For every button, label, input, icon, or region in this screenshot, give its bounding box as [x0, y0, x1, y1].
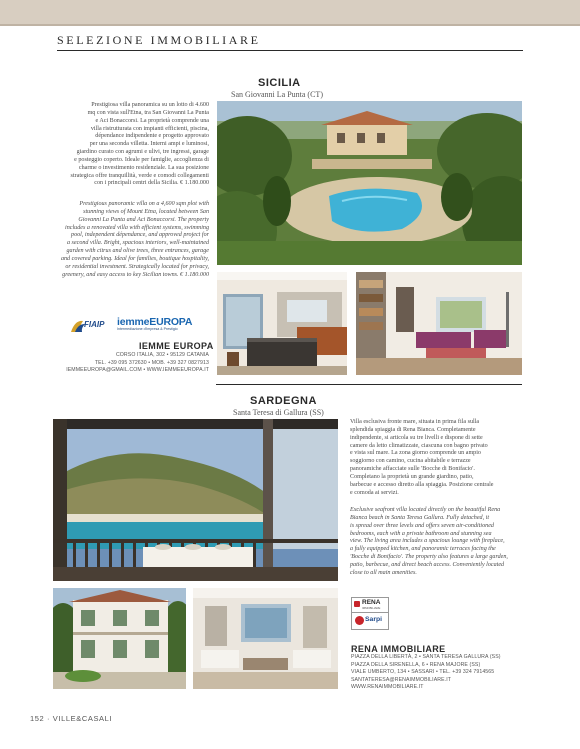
- sardegna-english-text: Exclusive seafront villa located directly on the beautiful Rena Bianca beach in Santa Teresa Gallura. Fully detached, it is spread over three levels and offers seven air-conditioned bedrooms, each with a private bathroom and stunning sea view. The living area includes a spacious lounge with fireplace, a fully equipped kitchen, and panoramic terraces facing the 'Bocche di Bonifacio'. The property also features a large garden, patio, barbecue, and direct beach access. Conveniently located close to all main amenities.: [350, 507, 508, 576]
- sicilia-italian-text: Prestigiosa villa panoramica su un lotto di 4.600 mq con vista sull'Etna, tra San Giovanni La Punta e Aci Bonaccorsi. La proprietà comprende una villa ristrutturata con impianti efficienti, piscina, dépendance indipendente e progetto approvato per una seconda villetta. Interni ampi e luminosi, giardino curato con agrumi e ulivi, tre ingressi, garage e posteggio coperto. Ideale per famiglie, accoglienza di charme o investimento residenziale. La sua posizione strategica offre tranquillità, verde e comodi collegamenti con i principali centri della Sicilia. € 1.180.000: [70, 102, 209, 187]
- rena-logo-mark-icon: [354, 601, 360, 607]
- sicilia-villa-pool-photo: [217, 101, 522, 265]
- sicilia-agency-name: IEMME EUROPA: [139, 341, 214, 351]
- sicilia-location: San Giovanni La Punta (CT): [231, 90, 323, 99]
- rena-logo-subtext: IMMOBILIARE: [362, 606, 381, 610]
- sicilia-title: SICILIA: [258, 77, 301, 89]
- top-color-band: [0, 0, 580, 24]
- fiaip-logo: [69, 318, 109, 334]
- iemme-europa-logo-text: iemmeEUROPA: [117, 316, 193, 328]
- page-footer: [30, 714, 112, 723]
- sicilia-agency-contact: [56, 352, 209, 375]
- fiaip-logo-text: FIAIP: [84, 320, 105, 329]
- sardegna-agency-contact: [351, 654, 526, 692]
- sardegna-italian-text: Villa esclusiva fronte mare, situata in prima fila sulla splendida spiaggia di Rena Bianca. Completamente indipendente, si articola su tre livelli e dispone di sette camere da letto climatizzate, ciascuna con bagno privato e vista sul mare. La zona giorno comprende un ampio soggiorno con camino, cucina abitabile e terrazze panoramiche affacciate sulle 'Bocche di Bonifacio'. Completano la proprietà un grande giardino, patio, barbecue e accesso diretto alla spiaggia. Posizione centrale e comoda ai servizi.: [350, 419, 494, 496]
- sarpi-logo: [351, 612, 389, 630]
- sicilia-living-room-photo: [356, 272, 522, 375]
- top-band-underline: [0, 24, 580, 26]
- sardegna-agency-line: PIAZZA DELLA LIBERTÀ, 2 • SANTA TERESA GALLURA (SS): [351, 654, 501, 660]
- rena-logo-text: RENA: [362, 599, 381, 606]
- iemme-europa-logo: [117, 316, 213, 336]
- sicilia-kitchen-photo: [217, 272, 347, 375]
- sicilia-agency-address: CORSO ITALIA, 302 • 95129 CATANIA: [115, 352, 209, 358]
- sardegna-agency-line: SANTATERESA@RENAIMMOBILIARE.IT: [351, 676, 452, 683]
- footer-separator: ·: [44, 714, 53, 723]
- sarpi-logo-text: Sarpi: [365, 616, 382, 623]
- sardegna-agency-line: WWW.RENAIMMOBILIARE.IT: [351, 684, 424, 691]
- sardegna-sea-view-photo: [53, 419, 338, 581]
- sardegna-agency-name: RENA IMMOBILIARE: [351, 644, 446, 654]
- sardegna-location: Santa Teresa di Gallura (SS): [233, 408, 324, 417]
- footer-magazine-name: VILLE&CASALI: [52, 714, 113, 723]
- sardegna-agency-line: PIAZZA DELLA SIRENELLA, 6 • RENA MAJORE (SS): [351, 661, 481, 668]
- sardegna-villa-exterior-photo: [53, 588, 186, 689]
- sardegna-interior-photo: [193, 588, 338, 689]
- section-title: SELEZIONE IMMOBILIARE: [57, 33, 261, 47]
- sardegna-title: SARDEGNA: [250, 395, 317, 407]
- sicilia-english-text: Prestigious panoramic villa on a 4,600 sqm plot with stunning views of Mount Etna, located between San Giovanni La Punta and Aci Bonaccorsi. The property includes a renovated villa with efficient systems, swimming pool, independent dépendance, and approved project for a second villa. Bright, spacious interiors, well-maintained garden with citrus and olive trees, three entrances, garage and covered parking. Ideal for families, boutique hospitality, or residential investment. Strategically located for privacy, greenery, and easy access to key Sicilian towns. € 1.180.000: [60, 201, 209, 278]
- rena-immobiliare-logo: [351, 597, 389, 613]
- section-title-rule: [57, 50, 523, 51]
- sicilia-agency-phones: TEL. +39 095 372630 • MOB. +39 327 0827913: [94, 359, 209, 366]
- sicilia-agency-web: IEMMEEUROPA@GMAIL.COM • WWW.IEMMEEUROPA.IT: [66, 367, 209, 374]
- sardegna-agency-line: VIALE UMBERTO, 134 • SASSARI • TEL. +39 324 7914565: [351, 669, 495, 676]
- region-divider-rule: [216, 384, 522, 385]
- sarpi-logo-mark-icon: [355, 616, 364, 625]
- footer-page-number: 152: [30, 714, 45, 723]
- iemme-europa-tagline: Intermediazione d'Impresa & Prestigio: [117, 327, 178, 331]
